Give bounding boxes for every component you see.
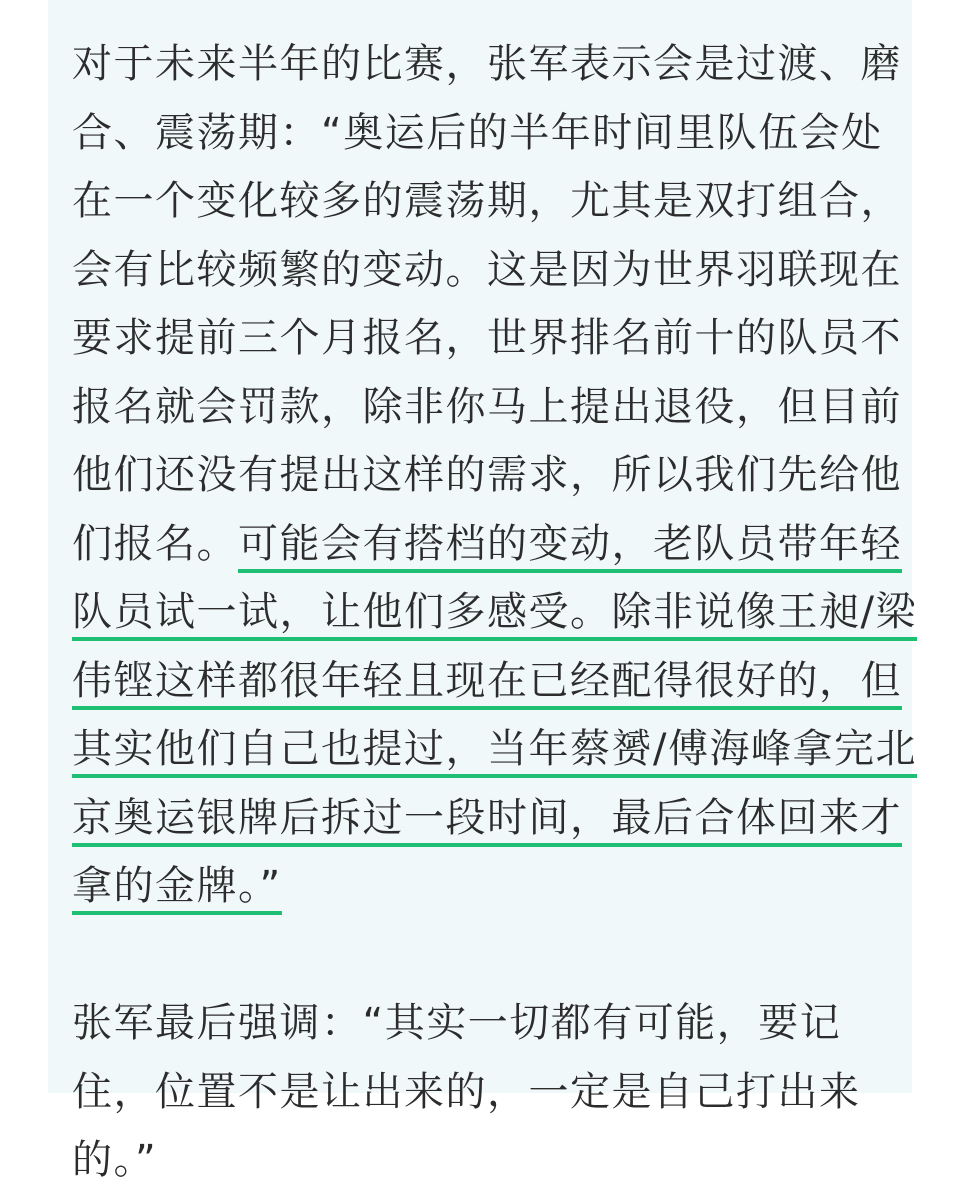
text-line bbox=[72, 578, 917, 647]
paragraph-2 bbox=[72, 989, 902, 1195]
text-line: 要求提前三个月报名，世界排名前十的队员不 bbox=[72, 315, 902, 361]
text-line: 会有比较频繁的变动。这是因为世界羽联现在 bbox=[72, 246, 902, 293]
text-line bbox=[72, 784, 902, 853]
text-line: 合、震荡期：“奥运后的半年时间里队伍会处 bbox=[72, 109, 883, 156]
text-line bbox=[72, 510, 902, 579]
text-line: 报名就会罚款，除非你马上提出退役，但目前 bbox=[72, 383, 902, 430]
highlighted-text: 可能会有搭档的变动，老队员带年轻 bbox=[238, 521, 902, 573]
highlighted-text: 京奥运银牌后拆过一段时间，最后合体回来才 bbox=[72, 795, 902, 847]
article-body bbox=[72, 30, 917, 1195]
text-line bbox=[72, 852, 902, 921]
text-line: 张军最后强调：“其实一切都有可能，要记 bbox=[72, 1000, 842, 1046]
highlighted-text: 伟铿这样都很年轻且现在已经配得很好的，但 bbox=[72, 658, 902, 710]
text-line: 对于未来半年的比赛，张军表示会是过渡、磨 bbox=[72, 41, 902, 87]
plain-text: 们报名。 bbox=[72, 520, 238, 567]
highlighted-text: 队员试一试，让他们多感受。除非说像王昶/梁 bbox=[72, 589, 917, 641]
text-line: 他们还没有提出这样的需求，所以我们先给他 bbox=[72, 452, 902, 498]
highlighted-text: 其实他们自己也提过，当年蔡赟/傅海峰拿完北 bbox=[72, 726, 917, 778]
paragraph-gap bbox=[72, 921, 902, 990]
text-line bbox=[72, 647, 902, 716]
text-line bbox=[72, 715, 917, 784]
paragraph-1 bbox=[72, 30, 917, 921]
highlighted-text: 拿的金牌。” bbox=[72, 863, 282, 915]
text-line: 在一个变化较多的震荡期，尤其是双打组合， bbox=[72, 178, 902, 224]
text-line: 住，位置不是让出来的，一定是自己打出来 bbox=[72, 1068, 861, 1115]
text-line: 的。” bbox=[72, 1137, 158, 1183]
